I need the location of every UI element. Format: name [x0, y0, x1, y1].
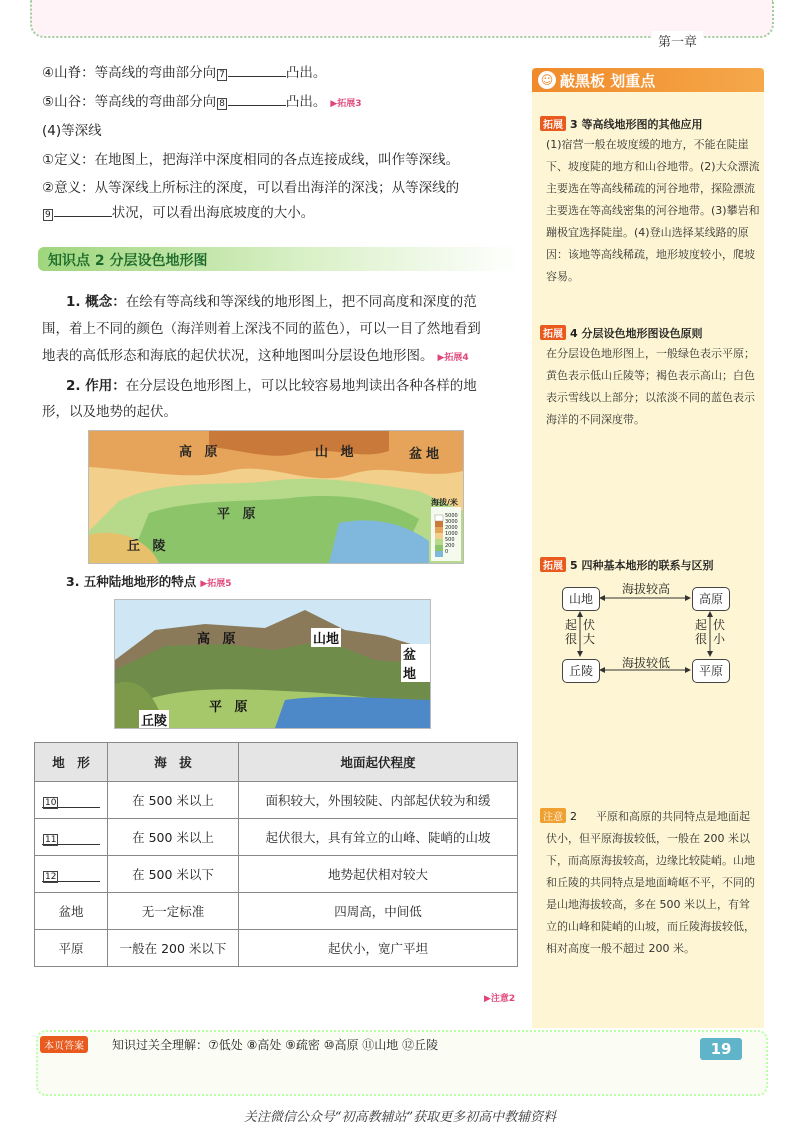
map1-basin-label: 盆地 [409, 447, 444, 462]
diagram-right-label: 起 很 [694, 618, 707, 646]
table-header: 地面起伏程度 [239, 743, 518, 782]
table-row: 12 在 500 米以下 地势起伏相对较大 [35, 856, 518, 893]
text-line-meaning: ②意义：从等深线上所标注的深度，可以看出海洋的深浅；从等深线的 [42, 180, 460, 196]
diagram-plain-box: 平原 [692, 659, 730, 683]
map2-hill-label: 丘陵 [139, 710, 169, 729]
table-header: 地 形 [35, 743, 108, 782]
layered-color-map [88, 430, 464, 564]
ext4-title: 拓展 4 分层设色地形图设色原则 [540, 325, 703, 341]
answer-badge: 本页答案 [40, 1036, 88, 1053]
use-line-1: 2. 作用：在分层设色地形图上，可以比较容易地判读出各种各样的地 [66, 378, 477, 394]
map1-plain-label: 平 原 [217, 507, 260, 522]
diagram-bottom-label: 海拔较低 [622, 656, 671, 670]
ext3-title: 拓展 3 等高线地形图的其他应用 [540, 116, 703, 132]
text-line-isobath: (4)等深线 [42, 123, 102, 139]
answer-text: 知识过关全理解：⑦低处 ⑧高处 ⑨疏密 ⑩高原 ⑪山地 ⑫丘陵 [112, 1038, 439, 1052]
table-row: 10 在 500 米以上 面积较大，外围较陡、内部起伏较为和缓 [35, 782, 518, 819]
text-line-valley: ⑤山谷：等高线的弯曲部分向 8 凸出。 ▶拓展3 [42, 91, 362, 114]
map1-legend-title: 海拔/米 [431, 498, 458, 507]
note-ref: ▶注意2 [484, 994, 516, 1004]
ext4-text: 在分层设色地形图上，一般绿色表示平原；黄色表示低山丘陵等；褐色表示高山；白色表示雪线以上部分；以浓淡不同的蓝色表示海洋的不同深度带。 [546, 347, 755, 426]
map1-mountain-label: 山 地 [315, 445, 358, 460]
text-line-meaning-2: 9 状况，可以看出海底坡度的大小。 [42, 202, 314, 223]
diagram-plateau-box: 高原 [692, 587, 730, 611]
concept-line-1: 1. 概念：在绘有等高线和等深线的地形图上，把不同高度和深度的范 [66, 294, 477, 310]
diagram-left-label: 起 很 [564, 618, 577, 646]
concept-line-2: 围，着上不同的颜色（海洋则着上深浅不同的蓝色），可以一目了然地看到 [42, 321, 481, 337]
diagram-mountain-box: 山地 [562, 587, 600, 611]
landform-relation-diagram: 山地 高原 丘陵 平原 海拔较高 海拔较低 起 很 伏 大 起 很 伏 小 [560, 580, 750, 690]
ext3-text: (1)宿营一般在坡度缓的地方，不能在陡崖下、坡度陡的地方和山谷地带。(2)大众漂流主要选在等高线稀疏的河谷地带，探险漂流主要选在等高线密集的河谷地带。(3)攀岩和蹦极宜选择陡崖。(4)登山选择某线路的原因：该地等高线稀疏，地形坡度较小，爬坡容易。 [546, 138, 760, 283]
map1-hill-label: 丘 陵 [127, 539, 170, 554]
features-title: 3. 五种陆地地形的特点 ▶拓展5 [66, 574, 232, 589]
text-line-definition: ①定义：在地图上，把海洋中深度相同的各点连接成线，叫作等深线。 [42, 152, 460, 168]
use-line-2: 形，以及地势的起伏。 [42, 404, 177, 420]
table-header: 海 拔 [108, 743, 239, 782]
section-title-bar: 知识点 2 分层设色地形图 [38, 247, 520, 271]
concept-line-3: 地表的高低形态和海底的起伏状况，这种地图叫分层设色地形图。 ▶拓展4 [42, 348, 469, 364]
note2-text: 平原和高原的共同特点是地面起伏小，但平原海拔较低，一般在 200 米以下，而高原海拔较高，边缘比较陡峭。山地和丘陵的共同特点是地面崎岖不平，不同的是山地海拔较高，多在 500 米以上，有耸立的山峰和陡峭的山坡，而丘陵海拔较低，相对高度一般不超过 200 米。 [546, 810, 755, 955]
table-header-row [35, 743, 518, 782]
diagram-top-label: 海拔较高 [622, 582, 671, 596]
map2-basin-label: 盆地 [401, 644, 430, 682]
table-row: 盆地 无一定标准 四周高，中间低 [35, 893, 518, 930]
page-number: 19 [700, 1038, 742, 1060]
map1-legend: 5000 3000 2000 1000 500 200 0 [445, 513, 458, 555]
landform-table [34, 742, 518, 967]
bottom-watermark-note: 关注微信公众号“初高教辅站”获取更多初高中教辅资料 [243, 1110, 557, 1125]
chapter-label: 第一章 [652, 31, 703, 50]
table-row: 平原 一般在 200 米以下 起伏小，宽广平坦 [35, 930, 518, 967]
map2-plateau-label: 高 原 [197, 632, 240, 647]
table-row: 11 在 500 米以上 起伏很大，具有耸立的山峰、陡峭的山坡 [35, 819, 518, 856]
map2-mountain-label: 山地 [311, 628, 341, 647]
ext5-title: 拓展 5 四种基本地形的联系与区别 [540, 557, 714, 573]
landform-illustration [114, 599, 431, 729]
note2-title: 注意 2 [540, 808, 577, 823]
side-panel-header: ☺ 敲黑板 划重点 [532, 68, 764, 92]
map1-plateau-label: 高 原 [179, 445, 222, 460]
text-line-ridge: ④山脊：等高线的弯曲部分向 7 凸出。 [42, 62, 326, 83]
teacher-icon: ☺ [538, 71, 556, 89]
diagram-hill-box: 丘陵 [562, 659, 600, 683]
map2-plain-label: 平 原 [209, 700, 252, 715]
